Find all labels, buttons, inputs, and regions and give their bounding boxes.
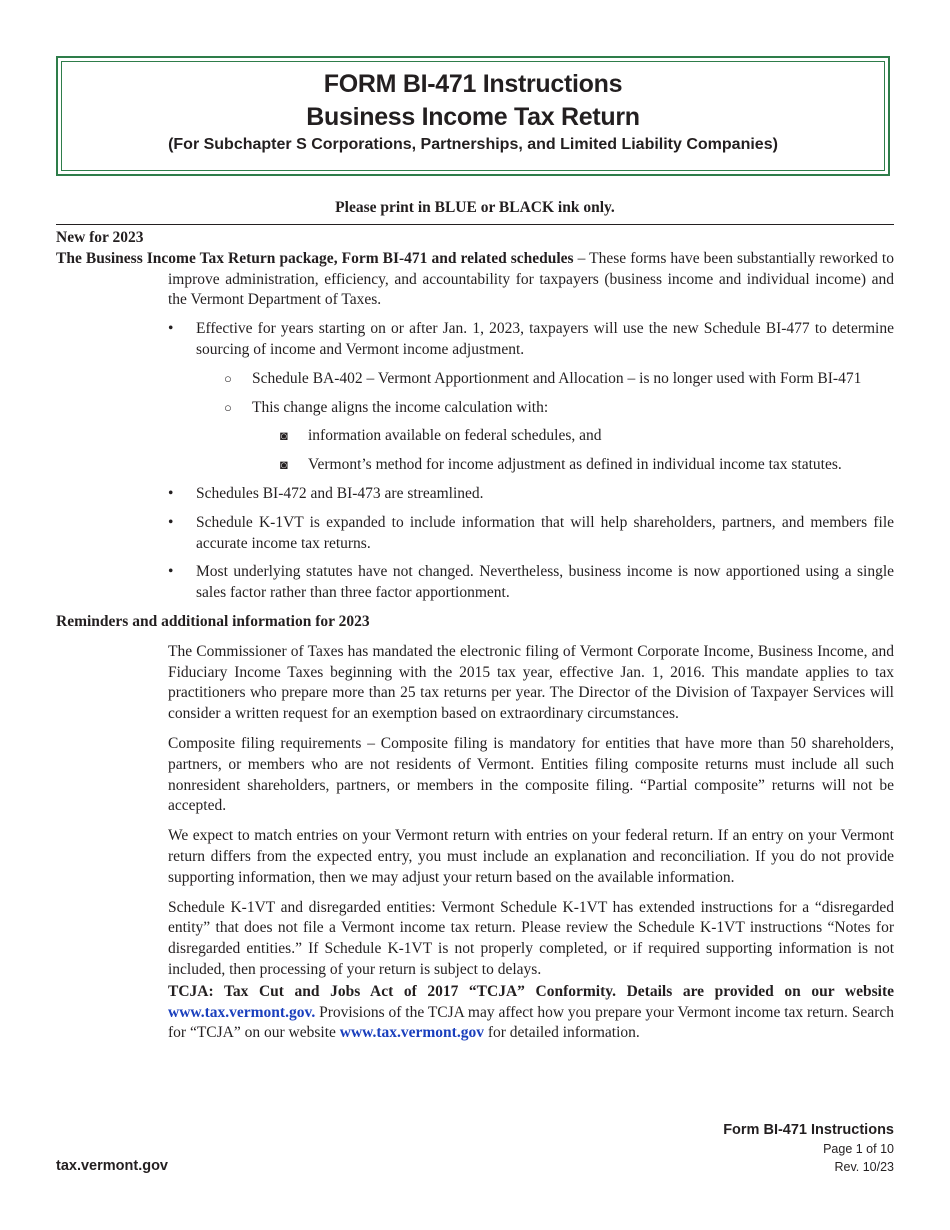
tcja-text: Provisions of the TCJA may affect how you prepare your Vermont income tax return. Search for “TCJA” on our website (168, 1003, 894, 1042)
sub-bullet-text: This change aligns the income calculation with: (252, 398, 549, 416)
bullet-text: Schedule K-1VT is expanded to include information that will help shareholders, partners, and members file accurate income tax returns. (196, 513, 894, 552)
title-box-inner (61, 61, 885, 171)
bullet-icon: • (168, 484, 174, 502)
sub-sub-bullet-text: information available on federal schedules, and (308, 427, 602, 445)
federal-match-paragraph: We expect to match entries on your Vermont return with entries on your federal return. If an entry on your Vermont return differs from the expected entry, you must include an explanation and reconciliation. If you do not provide supporting information, then we may adjust your return based on the available information. (168, 827, 894, 886)
package-lead: The Business Income Tax Return package, Form BI-471 and related schedules (56, 249, 574, 267)
tcja-heading: TCJA: Tax Cut and Jobs Act of 2017 “TCJA” Conformity. Details are provided on our website (168, 982, 894, 1000)
new-for-2023-heading: New for 2023 (56, 229, 144, 246)
square-bullet-icon: ◙ (280, 457, 288, 473)
tcja-end-text: for detailed information. (483, 1024, 640, 1042)
sub-bullet-item (224, 369, 894, 390)
bullet-text: Most underlying statutes have not changed. Nevertheless, business income is now apportioned using a single sales factor rather than three factor apportionment. (196, 563, 894, 602)
revision-date: Rev. 10/23 (834, 1160, 894, 1174)
bullet-icon: • (168, 563, 174, 581)
bullet-item (168, 484, 894, 505)
page-number: Page 1 of 10 (823, 1142, 894, 1156)
package-text: – These forms have been substantially reworked to improve administration, efficiency, and accountability for taxpayers (business income and individual income) and the Vermont Department of Taxes. (168, 249, 894, 309)
bullet-text: Effective for years starting on or after Jan. 1, 2023, taxpayers will use the new Schedule BI-477 to determine sourcing of income and Vermont income adjustment. (196, 320, 894, 358)
square-bullet-icon: ◙ (280, 428, 288, 444)
sub-sub-bullet-text: Vermont’s method for income adjustment as defined in individual income tax statutes. (308, 456, 842, 474)
website-link[interactable]: www.tax.vermont.gov (339, 1024, 484, 1042)
footer-website: tax.vermont.gov (56, 1158, 168, 1174)
bullet-item (168, 562, 894, 604)
bullet-icon: • (168, 513, 174, 531)
bullet-item (168, 319, 894, 361)
sub-bullet-text: Schedule BA-402 – Vermont Apportionment and Allocation – is no longer used with Form BI-471 (252, 369, 862, 387)
package-paragraph (56, 249, 894, 311)
e-filing-paragraph: The Commissioner of Taxes has mandated the electronic filing of Vermont Corporate Income, Business Income, and Fiduciary Income Taxes beginning with the 2015 tax year, effective Jan. 1, 2016. This mandate applies to tax practitioners who prepare more than 25 tax returns per year. The Director of the Division of Taxpayer Services will consider a written request for an exemption based on extraordinary circumstances. (168, 642, 894, 723)
tcja-paragraph (168, 982, 894, 1044)
composite-filing-paragraph: Composite filing requirements – Composite filing is mandatory for entities that have more than 50 shareholders, partners, or members who are not residents of Vermont. Entities filing composite returns must include all such nonresident shareholders, partners, or members in the composite filing. “Partial composite” returns will not be accepted. (168, 734, 894, 815)
website-link[interactable]: www.tax.vermont.gov. (168, 1003, 316, 1021)
divider (56, 224, 894, 225)
form-subtitle: Business Income Tax Return (306, 103, 640, 131)
content (56, 228, 894, 1044)
title-box (56, 56, 890, 176)
sub-sub-bullet-item (280, 455, 894, 476)
sub-bullet-item (224, 398, 894, 419)
footer-form-name: Form BI-471 Instructions (723, 1122, 894, 1138)
reminders-heading: Reminders and additional information for 2023 (56, 612, 370, 630)
bullet-icon: • (168, 320, 174, 338)
bullet-item (168, 513, 894, 555)
disregarded-entities-paragraph: Schedule K-1VT and disregarded entities: Vermont Schedule K-1VT has extended instructions for a “disregarded entity” that does not file a Vermont income tax return. Please review the Schedule K-1VT instructions “Notes for disregarded entities.” If Schedule K-1VT is not properly completed, or if required supporting information is not included, then processing of your return is subject to delays. (168, 898, 894, 978)
circle-bullet-icon: ○ (224, 399, 232, 415)
bullet-text: Schedules BI-472 and BI-473 are streamlined. (196, 484, 484, 502)
circle-bullet-icon: ○ (224, 370, 232, 386)
sub-sub-bullet-item (280, 426, 894, 447)
ink-note: Please print in BLUE or BLACK ink only. (335, 199, 615, 216)
entity-types: (For Subchapter S Corporations, Partnerships, and Limited Liability Companies) (168, 136, 778, 153)
form-title: FORM BI-471 Instructions (323, 70, 623, 98)
